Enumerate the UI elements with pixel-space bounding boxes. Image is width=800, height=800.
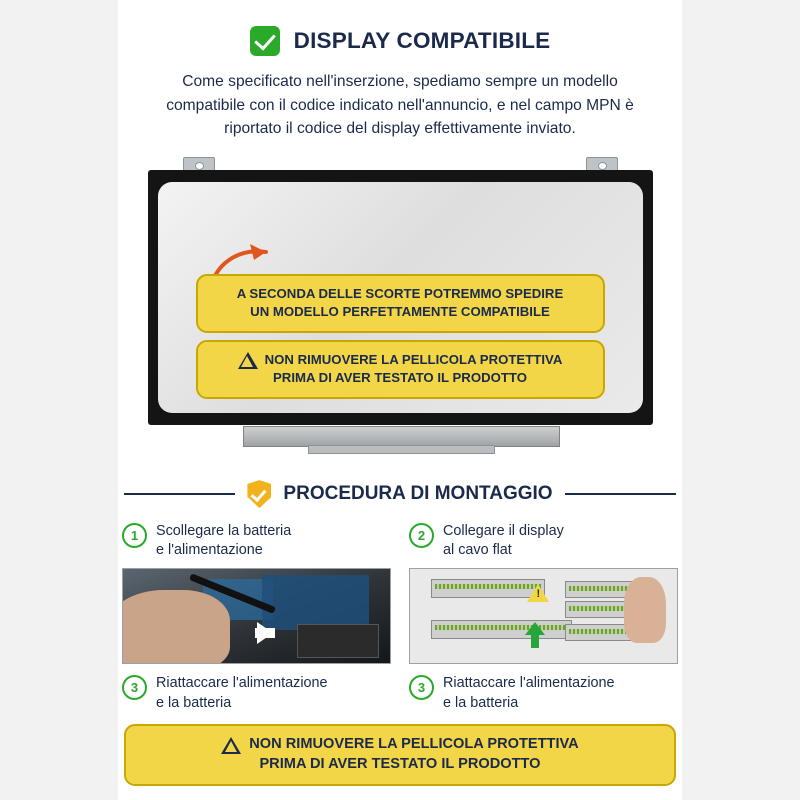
connector-middle [431, 620, 572, 639]
step-3-right-number: 3 [409, 675, 434, 700]
step-3-right-text-line2: e la batteria [443, 694, 519, 711]
step-3-right [409, 674, 678, 712]
right-gray-band [682, 0, 800, 800]
procedure-steps-row-1 [122, 522, 678, 664]
step-1 [122, 522, 391, 664]
warning-triangle-icon-small [527, 584, 549, 602]
step-2 [409, 522, 678, 664]
compatibility-callout [196, 274, 605, 332]
white-arrow-icon [257, 622, 273, 644]
display-bezel [148, 170, 653, 425]
procedure-heading [124, 480, 676, 508]
step-1-text [156, 522, 291, 560]
step-2-text-line2: al cavo flat [443, 542, 512, 559]
hand [122, 590, 230, 664]
step-1-text-line1: Scollegare la batteria [156, 523, 292, 540]
green-up-arrow-icon [525, 622, 545, 635]
warning-triangle-icon: ! [238, 352, 258, 369]
procedure-steps-row-2 [122, 674, 678, 712]
display-bottom-strip [243, 426, 560, 447]
step-3-left-text-line2: e la batteria [156, 694, 232, 711]
step-2-number: 2 [409, 523, 434, 548]
footer-warning-banner [124, 724, 676, 786]
step-3-left-text [156, 674, 328, 712]
step-2-text-line1: Collegare il display [443, 523, 564, 540]
step-1-number: 1 [122, 523, 147, 548]
left-gray-band [0, 0, 118, 800]
rule-left [124, 493, 235, 495]
mainboard [262, 575, 369, 630]
protective-film-callout [196, 340, 605, 398]
display-screen [158, 182, 643, 413]
compatibility-callout-line2: UN MODELLO PERFETTAMENTE COMPATIBILE [250, 304, 550, 320]
footer-banner-line1: NON RIMUOVERE LA PELLICOLA PROTETTIVA [249, 736, 579, 753]
intro-paragraph: Come specificato nell'inserzione, spediamo sempre un modello compatibile con il codice indicato nell'annuncio, e nel campo MPN è riportato il codice del display effettivamente inviato. [166, 73, 634, 138]
flat-cable-connectors-photo [409, 568, 678, 664]
header [118, 26, 682, 56]
warning-triangle-icon-footer: ! [221, 737, 241, 754]
laptop-internals-battery-disconnect-photo [122, 568, 391, 664]
procedure-title: PROCEDURA DI MONTAGGIO [283, 483, 553, 505]
green-check-box-icon [250, 26, 280, 56]
step-3-right-text [443, 674, 615, 712]
protective-film-callout-line2: PRIMA DI AVER TESTATO IL PRODOTTO [273, 370, 527, 386]
step-3-right-text-line1: Riattaccare l'alimentazione [443, 675, 615, 692]
yellow-shield-check-icon [247, 480, 271, 508]
battery [297, 624, 379, 658]
display-bottom-tail [308, 445, 495, 454]
compatibility-callout-line1: A SECONDA DELLE SCORTE POTREMMO SPEDIRE [236, 286, 564, 302]
page-title: DISPLAY COMPATIBILE [293, 28, 551, 53]
display-illustration [148, 157, 653, 462]
step-3-left-text-line1: Riattaccare l'alimentazione [156, 675, 328, 692]
step-3-left-number: 3 [122, 675, 147, 700]
step-3-left [122, 674, 391, 712]
step-2-text [443, 522, 564, 560]
protective-film-callout-line1: NON RIMUOVERE LA PELLICOLA PROTETTIVA [264, 352, 563, 368]
step-1-text-line2: e l'alimentazione [156, 542, 263, 559]
footer-banner-line2: PRIMA DI AVER TESTATO IL PRODOTTO [259, 756, 541, 773]
rule-right [565, 493, 676, 495]
content-column [118, 0, 682, 800]
finger [624, 577, 667, 643]
